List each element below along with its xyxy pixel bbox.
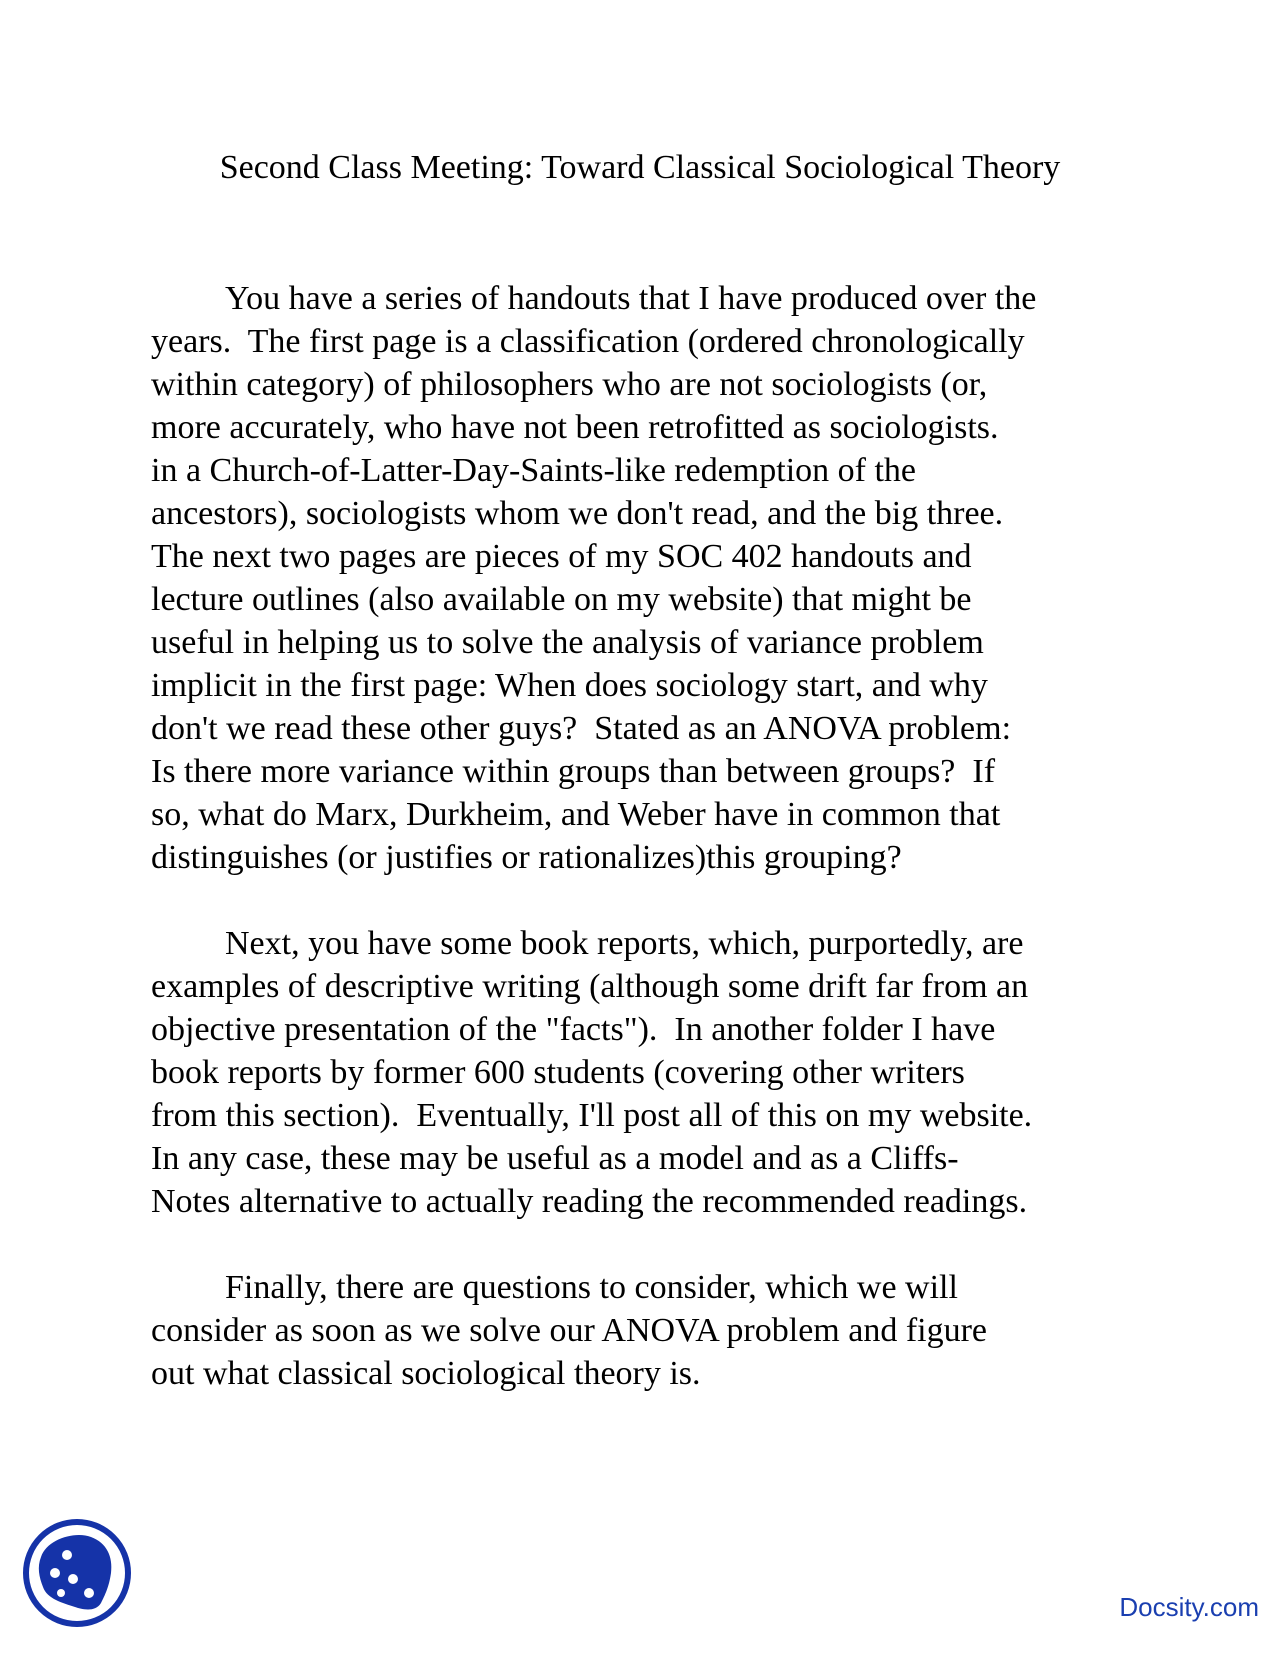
document-body xyxy=(151,277,1151,1395)
paragraph-line: You have a series of handouts that I have produced over the xyxy=(225,280,1037,317)
paragraph-line: consider as soon as we solve our ANOVA problem and figure xyxy=(151,1312,988,1349)
paragraph-line: lecture outlines (also available on my website) that might be xyxy=(151,581,972,618)
paragraph-line: implicit in the first page: When does sociology start, and why xyxy=(151,667,988,704)
paragraph-line: objective presentation of the "facts"). In another folder I have xyxy=(151,1011,996,1048)
paragraph-line: The next two pages are pieces of my SOC 402 handouts and xyxy=(151,538,972,575)
paragraph-2 xyxy=(151,922,1151,1223)
page-title: Second Class Meeting: Toward Classical Sociological Theory xyxy=(219,149,1061,186)
paragraph-spacer xyxy=(151,1223,1151,1266)
paragraph-line: so, what do Marx, Durkheim, and Weber have in common that xyxy=(151,796,1001,833)
paragraph-line: Next, you have some book reports, which, purportedly, are xyxy=(225,925,1024,962)
paragraph-line: book reports by former 600 students (covering other writers xyxy=(151,1054,965,1091)
paragraph-line: in a Church-of-Latter-Day-Saints-like redemption of the xyxy=(151,452,916,489)
paragraph-line: out what classical sociological theory is. xyxy=(151,1355,701,1392)
paragraph-line: distinguishes (or justifies or rationalizes)this grouping? xyxy=(151,839,902,876)
paragraph-line: useful in helping us to solve the analysis of variance problem xyxy=(151,624,984,661)
paragraph-line: from this section). Eventually, I'll post all of this on my website. xyxy=(151,1097,1033,1134)
paragraph-line: more accurately, who have not been retrofitted as sociologists. xyxy=(151,409,999,446)
docsity-logo-icon[interactable] xyxy=(21,1517,133,1629)
paragraph-1 xyxy=(151,277,1151,879)
paragraph-line: examples of descriptive writing (although some drift far from an xyxy=(151,968,1029,1005)
docsity-logo-graphic xyxy=(21,1517,133,1629)
paragraph-line: In any case, these may be useful as a model and as a Cliffs- xyxy=(151,1140,959,1177)
paragraph-line: ancestors), sociologists whom we don't read, and the big three. xyxy=(151,495,1004,532)
paragraph-line: Is there more variance within groups than between groups? If xyxy=(151,753,996,790)
paragraph-line: Finally, there are questions to consider, which we will xyxy=(225,1269,958,1306)
docsity-brand-link[interactable]: Docsity.com xyxy=(1119,1592,1259,1622)
paragraph-line: within category) of philosophers who are not sociologists (or, xyxy=(151,366,988,403)
paragraph-line: years. The first page is a classification (ordered chronologically xyxy=(151,323,1025,360)
paragraph-line: don't we read these other guys? Stated as an ANOVA problem: xyxy=(151,710,1012,747)
paragraph-3 xyxy=(151,1266,1151,1395)
paragraph-line: Notes alternative to actually reading the recommended readings. xyxy=(151,1183,1028,1220)
paragraph-spacer xyxy=(151,879,1151,922)
